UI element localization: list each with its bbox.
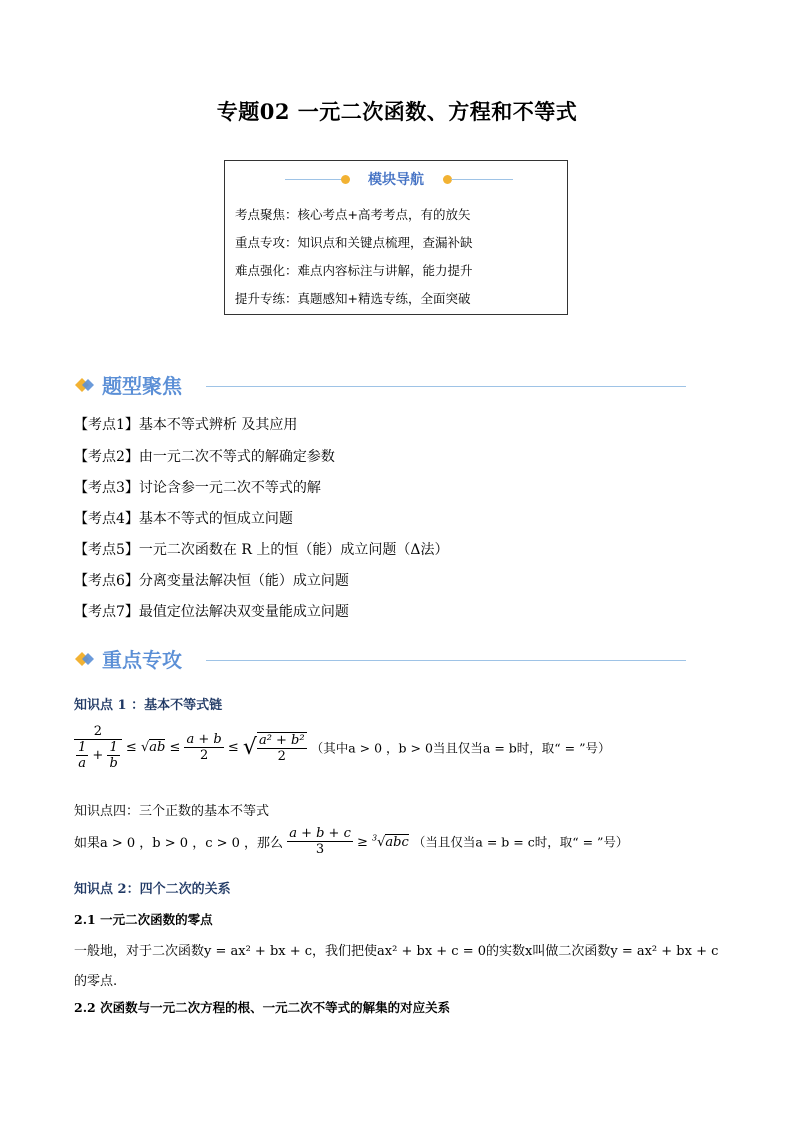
three-number-prefix: 如果a > 0 ，b > 0 ，c > 0 ，那么 — [74, 836, 284, 851]
exam-point-3 — [74, 477, 321, 497]
nav-title: 模块导航 — [368, 172, 424, 188]
section-title-key-points: 重点专攻 — [102, 648, 182, 672]
section-header-topics — [74, 370, 686, 402]
knowledge-2-title: 知识点 2：四个二次的关系 — [74, 882, 231, 897]
three-number-condition: （当且仅当a = b = c时，取“ = ”号） — [412, 834, 629, 850]
three-number-mean: $\frac{a + b + c}{3}$ — [289, 826, 351, 857]
exam-point-text: 一元二次函数在 R 上的恒（能）成立问题（Δ法） — [138, 542, 449, 558]
exam-point-tag: 【考点5】 — [74, 542, 139, 558]
nav-item-key: 重点专攻：知识点和关键点梳理，查漏补缺 — [235, 235, 473, 250]
exam-point-tag: 【考点7】 — [74, 604, 139, 620]
exam-point-6 — [74, 570, 349, 590]
exam-point-tag: 【考点1】 — [74, 417, 139, 433]
exam-point-text: 讨论含参一元二次不等式的解 — [138, 480, 321, 496]
exam-point-text: 基本不等式的恒成立问题 — [138, 511, 293, 527]
section-header-key-points — [74, 644, 686, 676]
exam-point-4 — [74, 508, 293, 528]
zero-point-definition: 一般地，对于二次函数y = ax² + bx + c，我们把使ax² + bx + c = 0的实数x叫做二次函数y = ax² + bx + c — [74, 944, 719, 959]
section-divider — [206, 386, 686, 387]
subsection-2-1-title: 2.1 一元二次函数的零点 — [74, 912, 213, 927]
exam-point-5 — [74, 539, 448, 559]
page-title: 专题02 一元二次函数、方程和不等式 — [216, 99, 578, 124]
chain-condition-note: （其中a > 0 ，b > 0当且仅当a = b时，取“ = ”号） — [310, 740, 611, 756]
exam-point-7 — [74, 601, 349, 621]
knowledge-1-title: 知识点 1 ：基本不等式链 — [74, 698, 223, 713]
exam-point-tag: 【考点2】 — [74, 449, 139, 465]
knowledge-4-title: 知识点四：三个正数的基本不等式 — [74, 804, 270, 819]
exam-point-tag: 【考点4】 — [74, 511, 139, 527]
exam-point-text: 基本不等式辨析 及其应用 — [138, 417, 298, 433]
exam-point-tag: 【考点6】 — [74, 573, 139, 589]
quadratic-mean: $\frac{\text{a² + b²}}{2}$ — [258, 732, 305, 764]
exam-point-2 — [74, 446, 335, 466]
exam-point-text: 最值定位法解决双变量能成立问题 — [138, 604, 349, 620]
subsection-2-2-title: 2.2 次函数与一元二次方程的根、一元二次不等式的解集的对应关系 — [74, 1000, 451, 1015]
nav-item-focus: 考点聚焦：核心考点+高考考点，有的放矢 — [235, 207, 471, 222]
nav-item-practice: 提升专练：真题感知+精选专练，全面突破 — [235, 291, 471, 306]
nav-header — [225, 169, 567, 191]
diamond-arrow-icon — [74, 651, 96, 667]
inequality-chain-formula: 2 $\frac{1}{a}$ + $\frac{1}{b}$ ≤ √ab ≤ $\frac{a + b}{2}$ ≤ √ $\frac{\text{a² + b²}}{2}$ （其中a > 0 ，b > 0当且仅当a = b时，取“ = ”号） — [74, 724, 611, 790]
exam-point-text: 由一元二次不等式的解确定参数 — [138, 449, 335, 465]
module-navigation-box — [224, 160, 568, 315]
section-title-topics: 题型聚焦 — [102, 374, 182, 398]
section-divider — [206, 660, 686, 661]
zero-point-definition-end: 的零点. — [74, 974, 118, 989]
exam-point-tag: 【考点3】 — [74, 480, 139, 496]
exam-point-text: 分离变量法解决恒（能）成立问题 — [138, 573, 349, 589]
nav-item-hard: 难点强化：难点内容标注与讲解，能力提升 — [235, 263, 473, 278]
diamond-arrow-icon — [74, 377, 96, 393]
nav-divider-right — [451, 179, 513, 180]
three-number-inequality: 如果a > 0 ，b > 0 ，c > 0 ，那么 $\frac{a + b + c}{3}$ ≥ $^3$√abc （当且仅当a = b = c时，取“ = ”号） — [74, 826, 629, 857]
harmonic-mean: 2 $\frac{1}{a}$ + $\frac{1}{b}$ — [74, 724, 122, 771]
arithmetic-mean: $\frac{a + b}{2}$ — [186, 732, 222, 763]
exam-point-1 — [74, 414, 297, 434]
